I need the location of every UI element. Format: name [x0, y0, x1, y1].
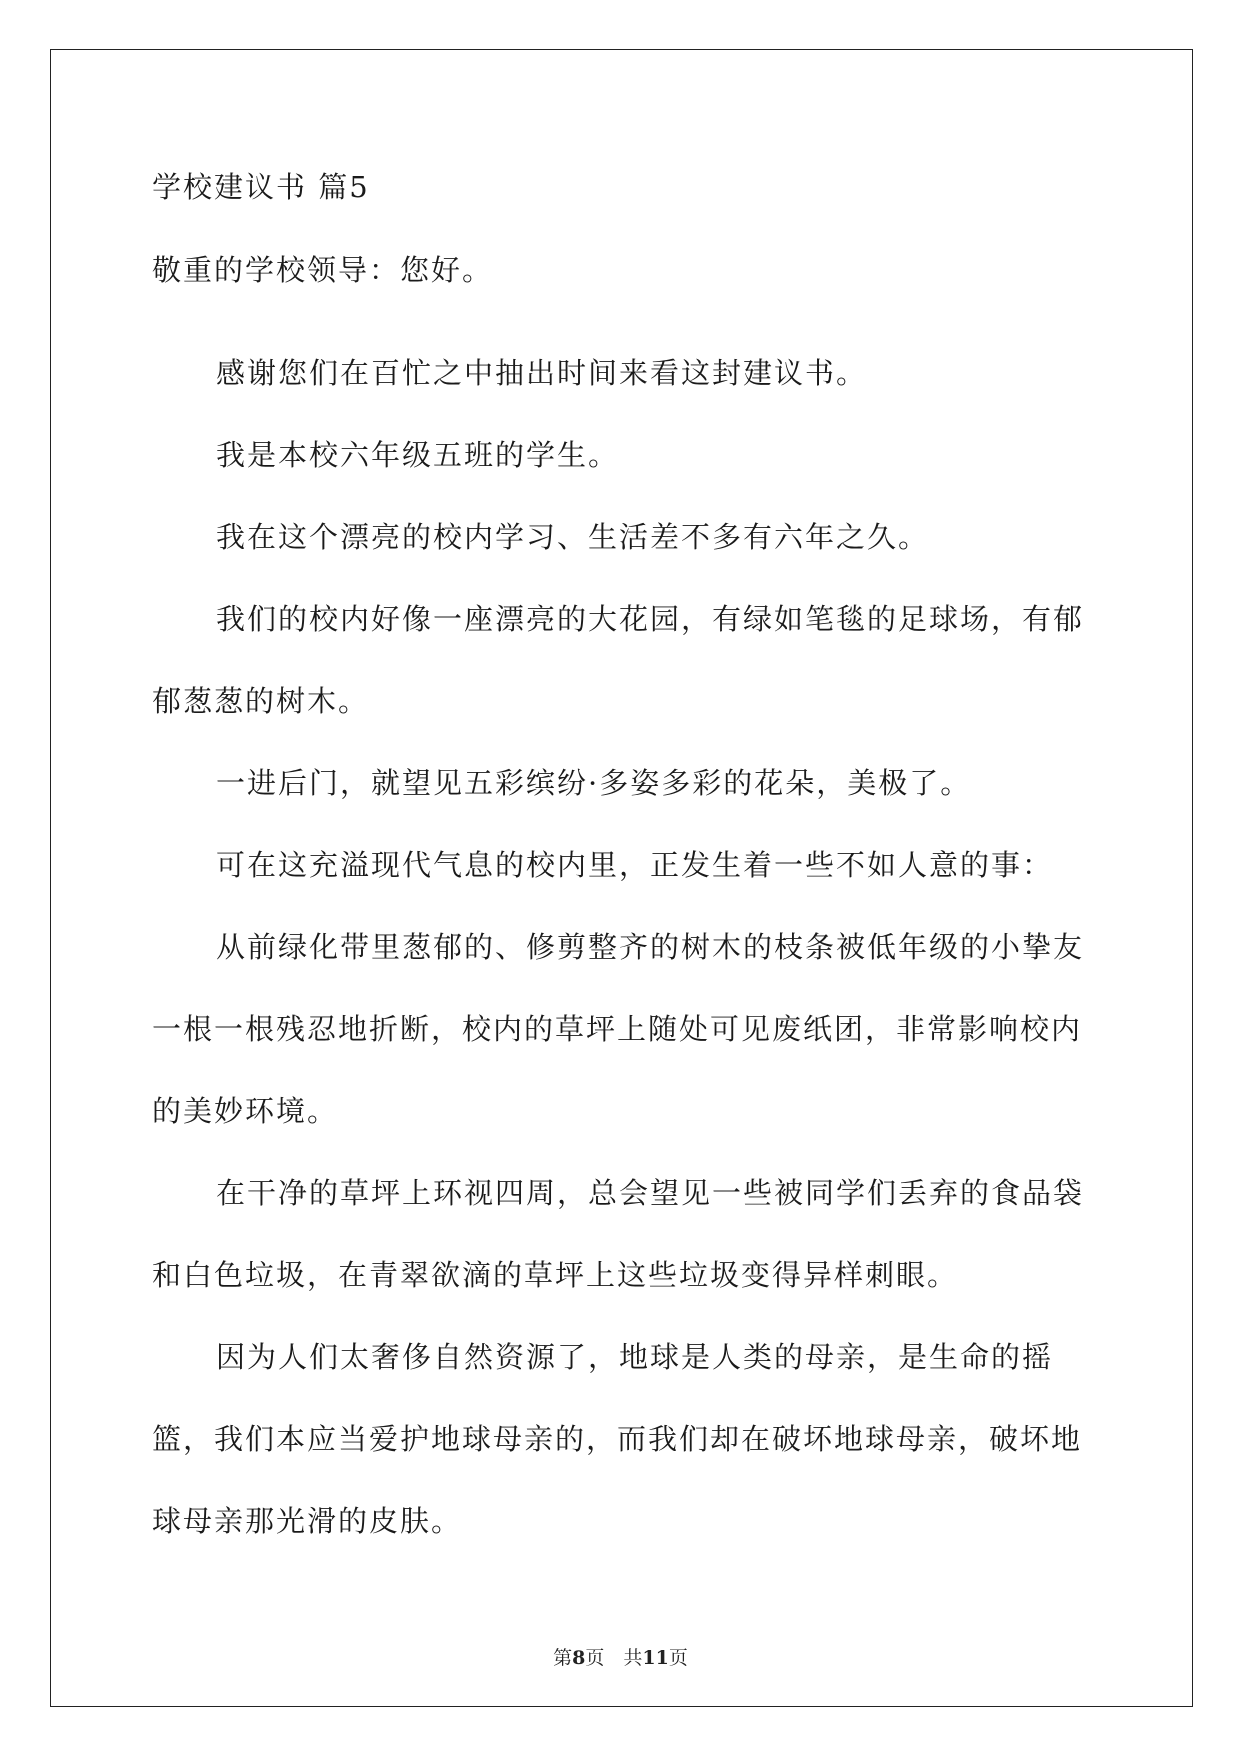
paragraph: 我们的校内好像一座漂亮的大花园，有绿如笔毯的足球场，有郁郁葱葱的树木。 [152, 602, 1085, 718]
paragraph: 因为人们太奢侈自然资源了，地球是人类的母亲，是生命的摇篮，我们本应当爱护地球母亲的，而我们却在破坏地球母亲，破坏地球母亲那光滑的皮肤。 [152, 1340, 1083, 1538]
paragraph: 我在这个漂亮的校内学习、生活差不多有六年之久。 [216, 520, 930, 554]
page-suffix: 页 [668, 1647, 688, 1669]
paragraph: 从前绿化带里葱郁的、修剪整齐的树木的枝条被低年级的小挚友一根一根残忍地折断，校内的草坪上随处可见废纸团，非常影响校内的美妙环境。 [152, 930, 1085, 1128]
document-title: 学校建议书 篇5 [152, 170, 370, 204]
page-mid: 页 共 [585, 1647, 643, 1669]
paragraph: 在干净的草坪上环视四周，总会望见一些被同学们丢弃的食品袋和白色垃圾，在青翠欲滴的草坪上这些垃圾变得异样刺眼。 [152, 1176, 1085, 1292]
paragraph: 我是本校六年级五班的学生。 [216, 438, 620, 472]
paragraph: 感谢您们在百忙之中抽出时间来看这封建议书。 [216, 356, 868, 390]
total-page-number: 11 [642, 1647, 669, 1669]
document-body [152, 167, 1102, 1562]
current-page-number: 8 [572, 1647, 586, 1669]
page-footer [0, 1643, 1241, 1670]
salutation: 敬重的学校领导：您好。 [152, 253, 494, 287]
paragraph: 可在这充溢现代气息的校内里，正发生着一些不如人意的事： [216, 848, 1054, 882]
page-prefix: 第 [553, 1647, 573, 1669]
paragraph: 一进后门，就望见五彩缤纷·多姿多彩的花朵，美极了。 [216, 766, 972, 800]
